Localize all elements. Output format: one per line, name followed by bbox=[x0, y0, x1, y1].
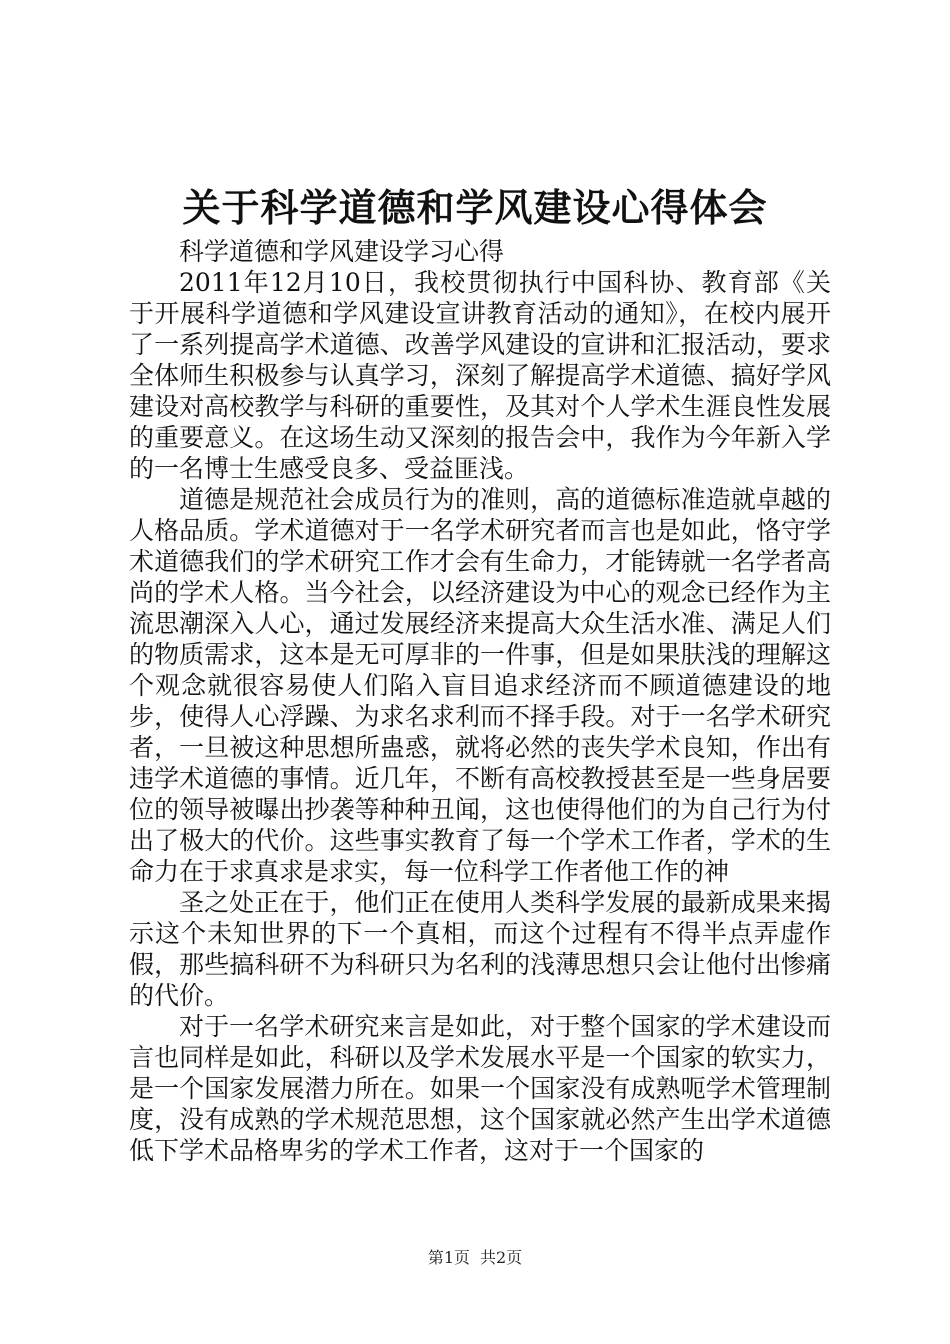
page-number: 第1页 bbox=[427, 1248, 470, 1267]
paragraph: 圣之处正在于，他们正在使用人类科学发展的最新成果来揭示这个未知世界的下一个真相，而这个过程有不得半点弄虚作假，那些搞科研不为科研只为名利的浅薄思想只会让他付出惨痛的代价。 bbox=[129, 888, 831, 1010]
paragraph: 对于一名学术研究来言是如此，对于整个国家的学术建设而言也同样是如此，科研以及学术发展水平是一个国家的软实力，是一个国家发展潜力所在。如果一个国家没有成熟呃学术管理制度，没有成熟的学术规范思想，这个国家就必然产生出学术道德低下学术品格卑劣的学术工作者，这对于一个国家的 bbox=[129, 1012, 831, 1165]
paragraph: 道德是规范社会成员行为的准则，高的道德标准造就卓越的人格品质。学术道德对于一名学术研究者而言也是如此，恪守学术道德我们的学术研究工作才会有生命力，才能铸就一名学者高尚的学术人格。当今社会，以经济建设为中心的观念已经作为主流思潮深入人心，通过发展经济来提高大众生活水准、满足人们的物质需求，这本是无可厚非的一件事，但是如果肤浅的理解这个观念就很容易使人们陷入盲目追求经济而不顾道德建设的地步，使得人心浮躁、为求名求利而不择手段。对于一名学术研究者，一旦被这种思想所蛊惑，就将必然的丧失学术良知，作出有违学术道德的事情。近几年，不断有高校教授甚至是一些身居要位的领导被曝出抄袭等种种丑闻，这也使得他们的为自己行为付出了极大的代价。这些事实教育了每一个学术工作者，学术的生命力在于求真求是求实，每一位科学工作者他工作的神 bbox=[129, 485, 831, 886]
page-total: 共2页 bbox=[480, 1248, 523, 1267]
page-footer bbox=[0, 1247, 950, 1269]
document-body bbox=[129, 236, 831, 1166]
paragraph: 2011年12月10日，我校贯彻执行中国科协、教育部《关于开展科学道德和学风建设宣讲教育活动的通知》，在校内展开了一系列提高学术道德、改善学风建设的宣讲和汇报活动，要求全体师生积极参与认真学习，深刻了解提高学术道德、搞好学风建设对高校教学与科研的重要性，及其对个人学术生涯良性发展的重要意义。在这场生动又深刻的报告会中，我作为今年新入学的一名博士生感受良多、受益匪浅。 bbox=[129, 268, 831, 483]
page-title: 关于科学道德和学风建设心得体会 bbox=[182, 186, 768, 230]
subtitle-paragraph: 科学道德和学风建设学习心得 bbox=[179, 237, 505, 266]
